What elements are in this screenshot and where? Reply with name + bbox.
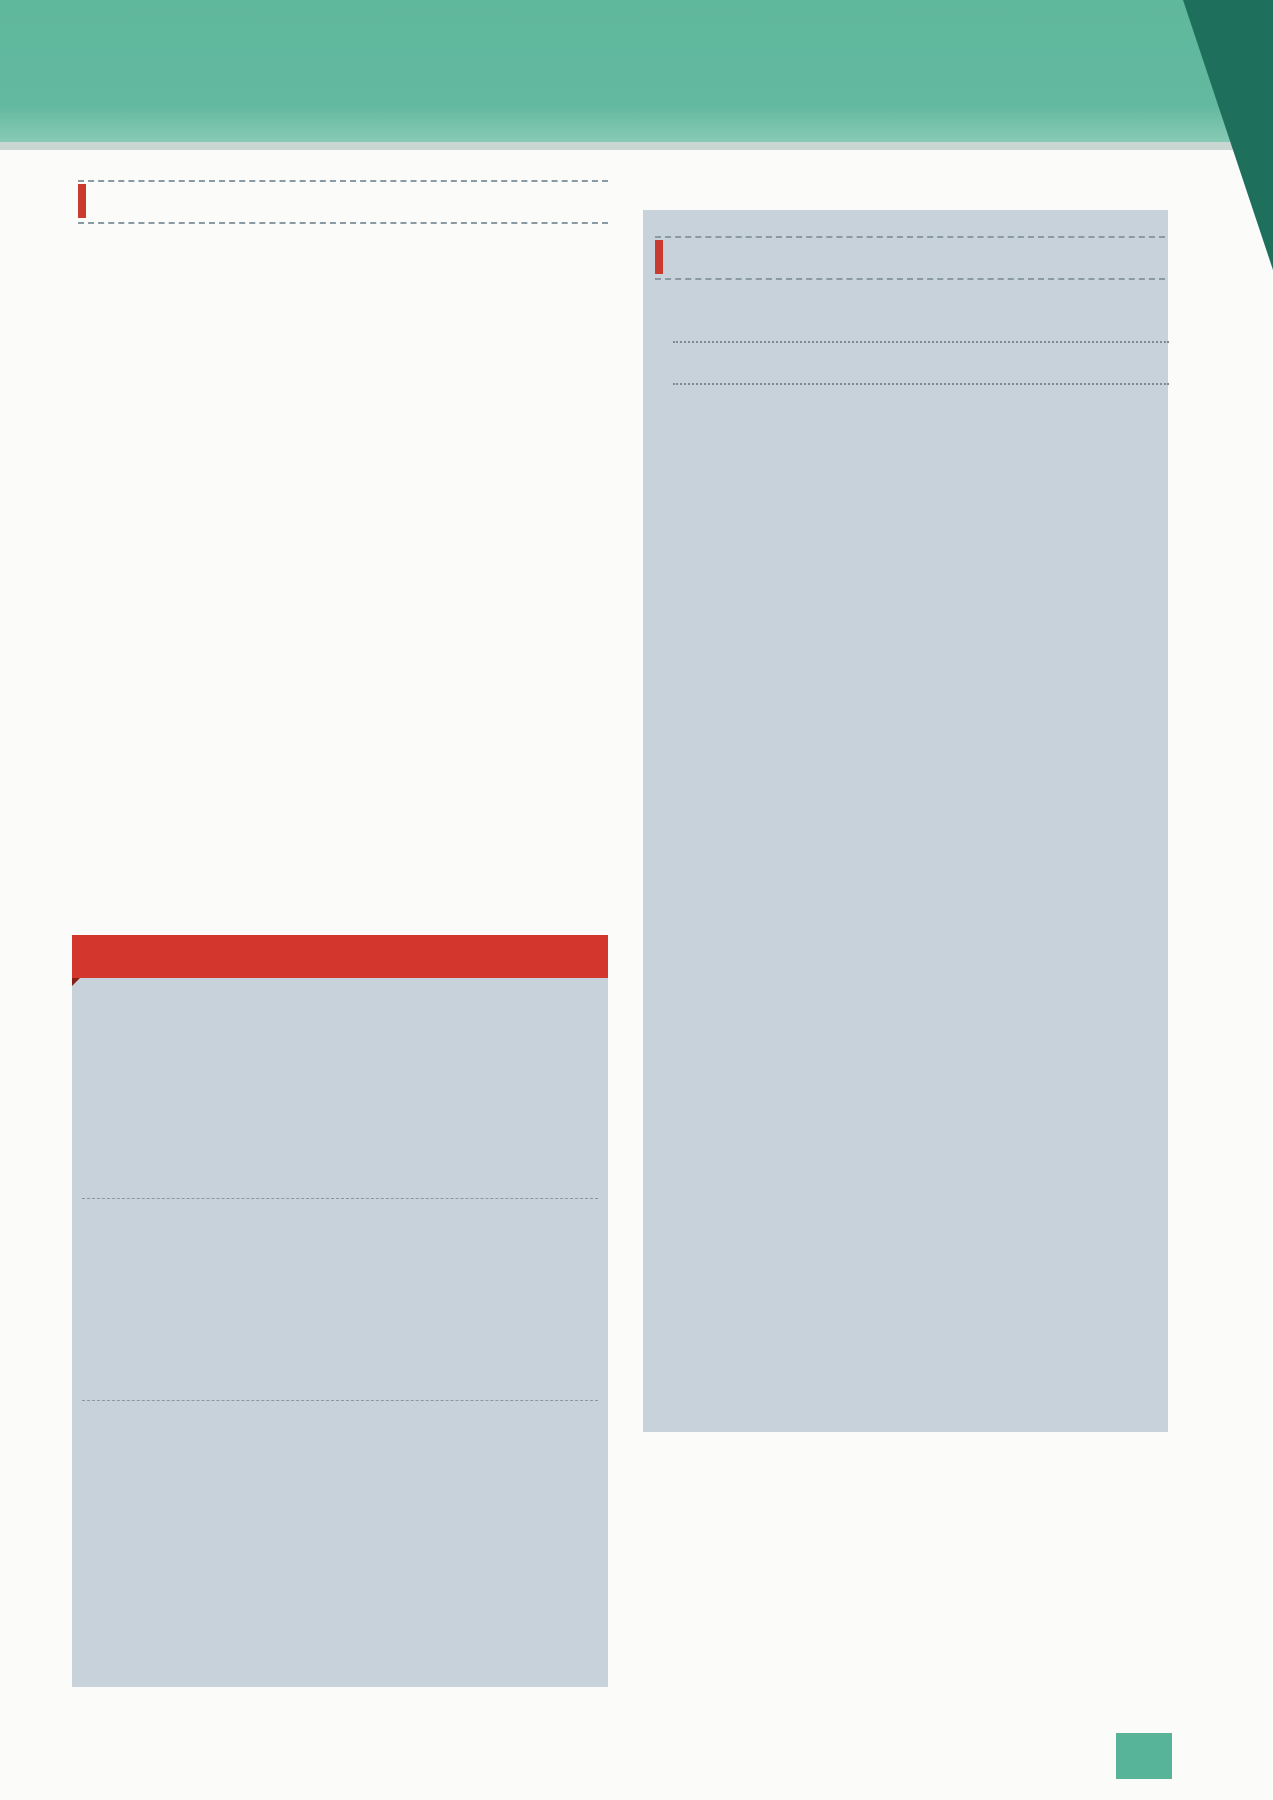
heading-marker [78, 184, 86, 218]
corner-fold [1183, 0, 1273, 270]
practice2-section [78, 180, 608, 318]
divider [82, 1400, 598, 1401]
ex2-instruction [78, 289, 608, 314]
word-box [673, 341, 1169, 385]
page-number [1116, 1733, 1172, 1779]
remember-words-box [72, 935, 608, 1687]
header-band [0, 0, 1273, 150]
ex1-instruction [78, 244, 608, 269]
ex1-instruction [655, 302, 1165, 327]
divider [82, 1198, 598, 1199]
heading-marker [655, 240, 663, 274]
ex3-instruction [655, 500, 1165, 525]
practice-section [655, 236, 1165, 531]
practice2-heading [78, 180, 608, 224]
ex2-instruction [655, 431, 1165, 456]
remember-heading [72, 935, 608, 978]
practice-heading [655, 236, 1165, 280]
